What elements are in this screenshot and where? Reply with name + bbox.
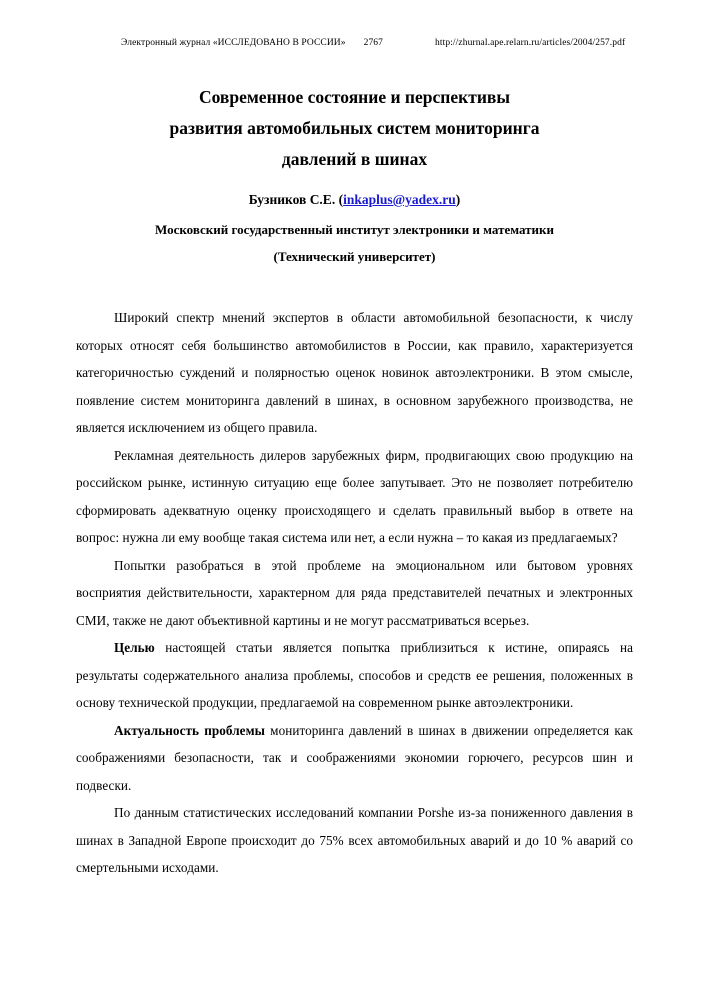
paragraph-3-text: Попытки разобраться в этой проблеме на эмоциональном или бытовом уровнях восприятия действительности, характерном для ряда представителей печатных и электронных СМИ, также не дают объективной картины и не могут рассматриваться всерьез. (76, 557, 633, 628)
affiliation-line-2: (Технический университет) (273, 249, 436, 264)
paragraph-3 (76, 552, 633, 635)
paragraph-1-text: Широкий спектр мнений экспертов в области автомобильной безопасности, к числу которых относят себя большинство автомобилистов в России, как правило, характеризуется категоричностью суждений и полярностью оценок новинок автоэлектроники. В этом смысле, появление систем мониторинга давлений в шинах, в основном зарубежного производства, не является исключением из общего правила. (76, 310, 633, 435)
paragraph-6 (76, 799, 633, 882)
paragraph-4-text: настоящей статьи является попытка приблизиться к истине, опираясь на результаты содержательного анализа проблемы, способов и средств ее решения, положенных в основу технической продукции, предлагаемой на современном рынке автоэлектроники. (76, 640, 633, 710)
author-paren-close: ) (455, 192, 461, 207)
paragraph-4 (76, 634, 633, 717)
affiliation-line-1: Московский государственный институт электроники и математики (154, 222, 555, 237)
title-line-2: развития автомобильных систем мониторинга (169, 118, 540, 138)
article-body (76, 304, 633, 882)
author-email-link[interactable]: inkaplus@yadex.ru (343, 192, 456, 207)
paragraph-2 (76, 442, 633, 552)
affiliation (76, 219, 633, 268)
title-line-3: давлений в шинах (281, 149, 428, 169)
paragraph-4-lead: Целью (114, 640, 155, 655)
author-line (76, 192, 633, 208)
paragraph-6-text: По данным статистических исследований компании Porshe из-за пониженного давления в шинах в Западной Европе происходит до 75% всех автомобильных аварий и до 10 % аварий со смертельными исходами. (76, 805, 633, 875)
page-title (86, 82, 623, 175)
title-line-1: Современное состояние и перспективы (198, 87, 511, 107)
running-head (121, 38, 633, 48)
author-name: Бузников С.Е. ( (248, 192, 344, 207)
running-head-url: http://zhurnal.ape.relarn.ru/articles/2004/257.pdf (435, 38, 626, 48)
running-head-journal: Электронный журнал «ИССЛЕДОВАНО В РОССИИ» (121, 38, 346, 48)
running-head-page-number: 2767 (363, 38, 384, 48)
paragraph-2-text: Рекламная деятельность дилеров зарубежных фирм, продвигающих свою продукцию на российском рынке, истинную ситуацию еще более запутывает. Это не позволяет потребителю сформировать адекватную оценку происходящего и сделать правильный выбор в ответе на вопрос: нужна ли ему вообще такая система или нет, а если нужна – то какая из предлагаемых? (76, 447, 633, 545)
paragraph-5-lead: Актуальность проблемы (114, 722, 265, 738)
paragraph-5-text: мониторинга давлений в шинах в движении определяется как соображениями безопасности, так и соображениями экономии горючего, ресурсов шин и подвески. (76, 722, 634, 793)
paragraph-5 (76, 717, 633, 800)
paragraph-1 (76, 304, 633, 442)
